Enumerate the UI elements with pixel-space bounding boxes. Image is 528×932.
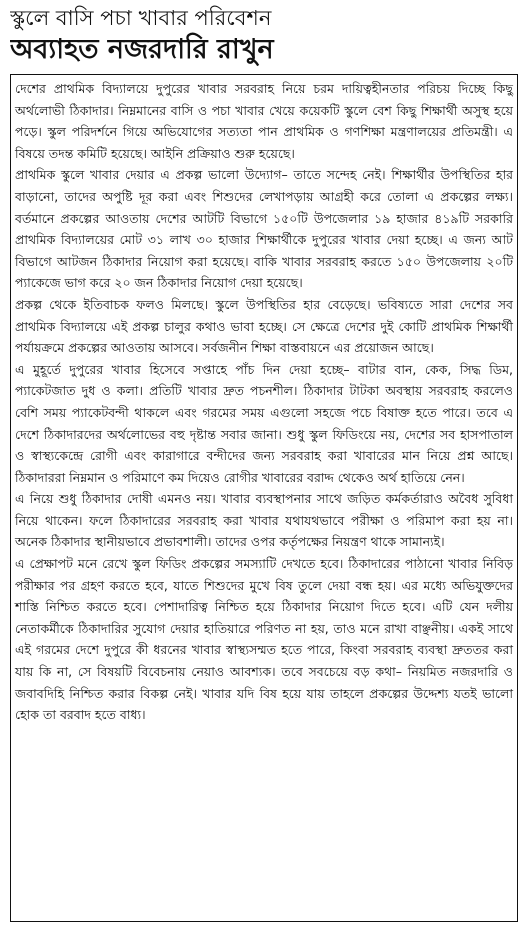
article-paragraph-5: এ নিয়ে শুধু ঠিকাদার দোষী এমনও নয়। খাবার ব্যবস্থাপনার সাথে জড়িত কর্মকর্তারাও অবৈধ সুবিধা নিয়ে থাকেন। ফলে ঠিকাদারের সরবরাহ করা খাবার যথাযথভাবে পরীক্ষা ও পরিমাপ করা হয় না। অনেক ঠিকাদার স্থানীয়ভাবে প্রভাবশালী। তাদের ওপর কর্তৃপক্ষের নিয়ন্ত্রণ থাকে সামান্যই।	[15, 491, 513, 550]
article-paragraph-4: এ মুহূর্তে দুপুরের খাবার হিসেবে সপ্তাহে পাঁচ দিন দেয়া হচ্ছে– বাটার বান, কেক, সিদ্ধ ডিম, প্যাকেটজাত দুধ ও কলা। প্রতিটি খাবার দ্রুত পচনশীল। ঠিকাদার টাটকা অবস্থায় সরবরাহ করলেও বেশি সময় প্যাকেটবন্দী থাকলে এবং গরমের সময় এগুলো সহজে পচে বিষাক্ত হতে পারে। তবে এ দেশে ঠিকাদারদের অর্থলোভের বহু দৃষ্টান্ত সবার জানা। শুধু স্কুল ফিডিংয়ে নয়, দেশের সব হাসপাতাল ও স্বাস্থ্যকেন্দ্রে রোগী এবং কারাগারে বন্দীদের জন্য সরবরাহ করা খাবারের মান নিয়ে প্রশ্ন আছে। ঠিকাদাররা নিম্নমান ও পরিমাণে কম দিয়েও রোগীর খাবারের বরাদ্দ থেকেও অর্থ হাতিয়ে নেন।	[15, 361, 513, 485]
article-body	[10, 74, 518, 922]
article-paragraph-1: দেশের প্রাথমিক বিদ্যালয়ে দুপুরের খাবার সরবরাহ নিয়ে চরম দায়িত্বহীনতার পরিচয় দিচ্ছে কিছু অর্থলোভী ঠিকাদার। নিম্নমানের বাসি ও পচা খাবার খেয়ে কয়েকটি স্কুলে বেশ কিছু শিক্ষার্থী অসুস্থ হয়ে পড়ে। স্কুল পরিদর্শনে গিয়ে অভিযোগের সত্যতা পান প্রাথমিক ও গণশিক্ষা মন্ত্রণালয়ের প্রতিমন্ত্রী। এ বিষয়ে তদন্ত কমিটি হয়েছে। আইনি প্রক্রিয়াও শুরু হয়েছে।	[15, 81, 513, 161]
article-paragraph-3: প্রকল্প থেকে ইতিবাচক ফলও মিলছে। স্কুলে উপস্থিতির হার বেড়েছে। ভবিষ্যতে সারা দেশের সব প্রাথমিক বিদ্যালয়ে এই প্রকল্প চালুর কথাও ভাবা হচ্ছে। সে ক্ষেত্রে দেশের দুই কোটি প্রাথমিক শিক্ষার্থী পর্যায়ক্রমে প্রকল্পের আওতায় আসবে। সর্বজনীন শিক্ষা বাস্তবায়নে এর প্রয়োজন আছে।	[15, 296, 513, 356]
article-kicker: স্কুলে বাসি পচা খাবার পরিবেশন	[10, 6, 272, 30]
article-headline: অব্যাহত নজরদারি রাখুন	[10, 34, 274, 65]
article-paragraph-2: প্রাথমিক স্কুলে খাবার দেয়ার এ প্রকল্প ভালো উদ্যোগ– তাতে সন্দেহ নেই। শিক্ষার্থীর উপস্থিতির হার বাড়ানো, তাদের অপুষ্টি দূর করা এবং শিশুদের লেখাপড়ায় আগ্রহী করে তোলা এ প্রকল্পের লক্ষ্য। বর্তমানে প্রকল্পের আওতায় দেশের আটটি বিভাগে ১৫০টি উপজেলার ১৯ হাজার ৪১৯টি সরকারি প্রাথমিক বিদ্যালয়ের মোট ৩১ লাখ ৩০ হাজার শিক্ষার্থীকে দুপুরের খাবার দেয়া হচ্ছে। এ জন্য আট বিভাগে আটজন ঠিকাদার নিয়োগ করা হয়েছে। বাকি খাবার সরবরাহ করতে ১৫০ উপজেলায় ২০টি প্যাকেজে ভাগ করে ২০ জন ঠিকাদার নিয়োগ দেয়া হয়েছে।	[15, 167, 513, 291]
article-paragraph-6: এ প্রেক্ষাপট মনে রেখে স্কুল ফিডিং প্রকল্পের সমস্যাটি দেখতে হবে। ঠিকাদারের পাঠানো খাবার নিবিড় পরীক্ষার পর গ্রহণ করতে হবে, যাতে শিশুদের মুখে বিষ তুলে দেয়া বন্ধ হয়। এর মধ্যে অভিযুক্তদের শাস্তি নিশ্চিত করতে হবে। পেশাদারিত্ব নিশ্চিত হয়ে ঠিকাদার নিয়োগ দিতে হবে। এটি যেন দলীয় নেতাকর্মীকে ঠিকাদারির সুযোগ দেয়ার হাতিয়ারে পরিণত না হয়, তাও মনে রাখা বাঞ্ছনীয়। একই সাথে এই গরমের দেশে দুপুরে কী ধরনের খাবার স্বাস্থ্যসম্মত হতে পারে, কিংবা সরবরাহ ব্যবস্থা দ্রুততর করা যায় কি না, সে বিষয়টি বিবেচনায় নেয়াও আবশ্যক। তবে সবচেয়ে বড় কথা– নিয়মিত নজরদারি ও জবাবদিহি নিশ্চিত করার বিকল্প নেই। খাবার যদি বিষ হয়ে যায় তাহলে প্রকল্পের উদ্দেশ্য যতই ভালো হোক তা বরবাদ হতে বাধ্য।	[15, 556, 513, 723]
